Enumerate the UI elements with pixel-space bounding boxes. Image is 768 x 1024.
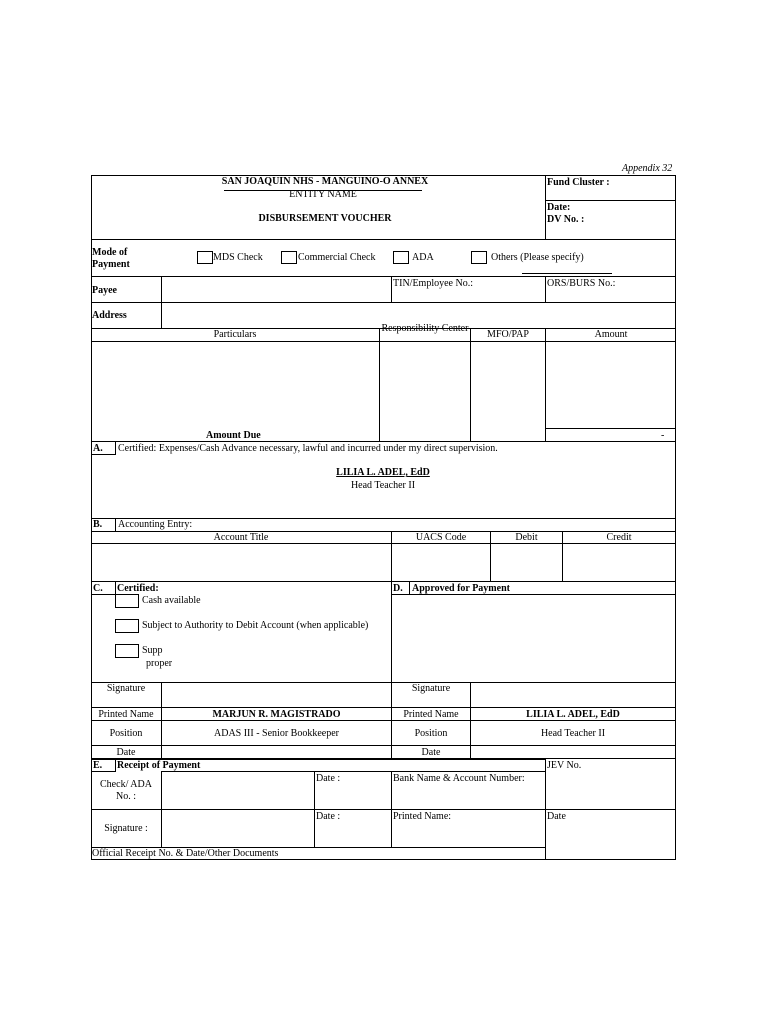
receipt-printed-name-label: Printed Name: xyxy=(393,811,452,822)
mfo-pap-header: MFO/PAP xyxy=(487,329,529,340)
c-position: ADAS III - Senior Bookkeeper xyxy=(214,728,339,739)
section-c-label: Certified: xyxy=(117,583,159,594)
debit-header: Debit xyxy=(515,532,538,543)
receipt-of-payment-label: Receipt of Payment xyxy=(117,760,201,771)
ada-label: ADA xyxy=(412,252,434,263)
entity-name-label: ENTITY NAME xyxy=(289,189,357,200)
entity-name-value: SAN JOAQUIN NHS - MANGUINO-O ANNEX xyxy=(221,176,429,187)
accounting-entry-label: Accounting Entry: xyxy=(118,519,193,530)
c-printed-name-label: Printed Name xyxy=(98,709,154,720)
amount-header: Amount xyxy=(594,329,628,340)
date-label: Date: xyxy=(547,202,571,213)
supporting-documents-label-2: proper xyxy=(146,658,173,669)
section-d-letter: D. xyxy=(393,583,403,594)
check-ada-field[interactable] xyxy=(162,772,314,809)
c-signature-field[interactable] xyxy=(162,683,391,707)
payee-field[interactable] xyxy=(162,277,391,302)
particulars-header: Particulars xyxy=(213,329,257,340)
mode-of-payment-label: Mode of Payment xyxy=(92,247,130,270)
check-ada-label-2: No. : xyxy=(116,791,136,802)
section-c-letter: C. xyxy=(93,583,103,594)
section-a-certification: Certified: Expenses/Cash Advance necessary, lawful and incurred under my direct supervision. xyxy=(118,443,498,454)
d-position: Head Teacher II xyxy=(540,728,606,739)
section-e-letter: E. xyxy=(93,760,103,771)
supporting-documents-checkbox[interactable] xyxy=(115,644,139,658)
others-label: Others (Please specify) xyxy=(491,252,584,263)
credit-header: Credit xyxy=(606,532,632,543)
uacs-code-header: UACS Code xyxy=(415,532,467,543)
d-position-label: Position xyxy=(414,728,448,739)
d-signature-field[interactable] xyxy=(471,683,675,707)
d-printed-name-label: Printed Name xyxy=(403,709,459,720)
authority-to-debit-checkbox[interactable] xyxy=(115,619,139,633)
section-b-letter: B. xyxy=(93,519,103,530)
ors-burs-label: ORS/BURS No.: xyxy=(547,278,616,289)
fund-cluster-label: Fund Cluster : xyxy=(547,177,610,188)
section-a-signatory-name: LILIA L. ADEL, EdD xyxy=(336,467,430,478)
commercial-check-checkbox[interactable] xyxy=(281,251,297,264)
others-checkbox[interactable] xyxy=(471,251,487,264)
c-printed-name: MARJUN R. MAGISTRADO xyxy=(212,709,341,720)
bank-account-label: Bank Name & Account Number: xyxy=(393,773,525,784)
receipt-signature-label: Signature : xyxy=(104,823,148,834)
commercial-check-label: Commercial Check xyxy=(298,252,376,263)
cash-available-label: Cash available xyxy=(142,595,201,606)
c-signature-label: Signature xyxy=(106,683,146,694)
section-a-signatory-position: Head Teacher II xyxy=(350,480,416,491)
c-date-label: Date xyxy=(116,747,136,758)
mds-check-checkbox[interactable] xyxy=(197,251,213,264)
amount-due-label: Amount Due xyxy=(206,430,261,441)
amount-due-value: - xyxy=(661,430,665,441)
page-title: DISBURSEMENT VOUCHER xyxy=(258,213,392,224)
d-date-label: Date xyxy=(421,747,441,758)
cash-available-checkbox[interactable] xyxy=(115,594,139,608)
account-title-header: Account Title xyxy=(213,532,269,543)
mds-check-label: MDS Check xyxy=(213,252,263,263)
d-printed-name: LILIA L. ADEL, EdD xyxy=(526,709,620,720)
payee-label: Payee xyxy=(92,285,117,296)
section-a-letter: A. xyxy=(93,443,103,454)
responsibility-center-header: Responsibility Center xyxy=(381,323,469,334)
tin-label: TIN/Employee No.: xyxy=(393,278,473,289)
receipt-signature-field[interactable] xyxy=(162,810,314,847)
section-d-label: Approved for Payment xyxy=(412,583,510,594)
c-date-field[interactable] xyxy=(162,746,391,758)
c-position-label: Position xyxy=(109,728,143,739)
check-ada-label: Check/ ADA xyxy=(100,779,152,790)
d-date-field[interactable] xyxy=(471,746,675,758)
jev-no-label: JEV No. xyxy=(547,760,582,771)
official-receipt-label: Official Receipt No. & Date/Other Documents xyxy=(92,848,279,859)
dv-no-label: DV No. : xyxy=(547,214,585,225)
supporting-documents-label: Supp xyxy=(142,645,163,656)
jev-date-label: Date xyxy=(547,811,566,822)
ada-checkbox[interactable] xyxy=(393,251,409,264)
receipt-date-label-2: Date : xyxy=(316,811,341,822)
address-label: Address xyxy=(92,310,127,321)
authority-to-debit-label: Subject to Authority to Debit Account (when applicable) xyxy=(142,620,369,631)
appendix-label: Appendix 32 xyxy=(622,163,673,174)
d-signature-label: Signature xyxy=(411,683,451,694)
receipt-date-label: Date : xyxy=(316,773,341,784)
